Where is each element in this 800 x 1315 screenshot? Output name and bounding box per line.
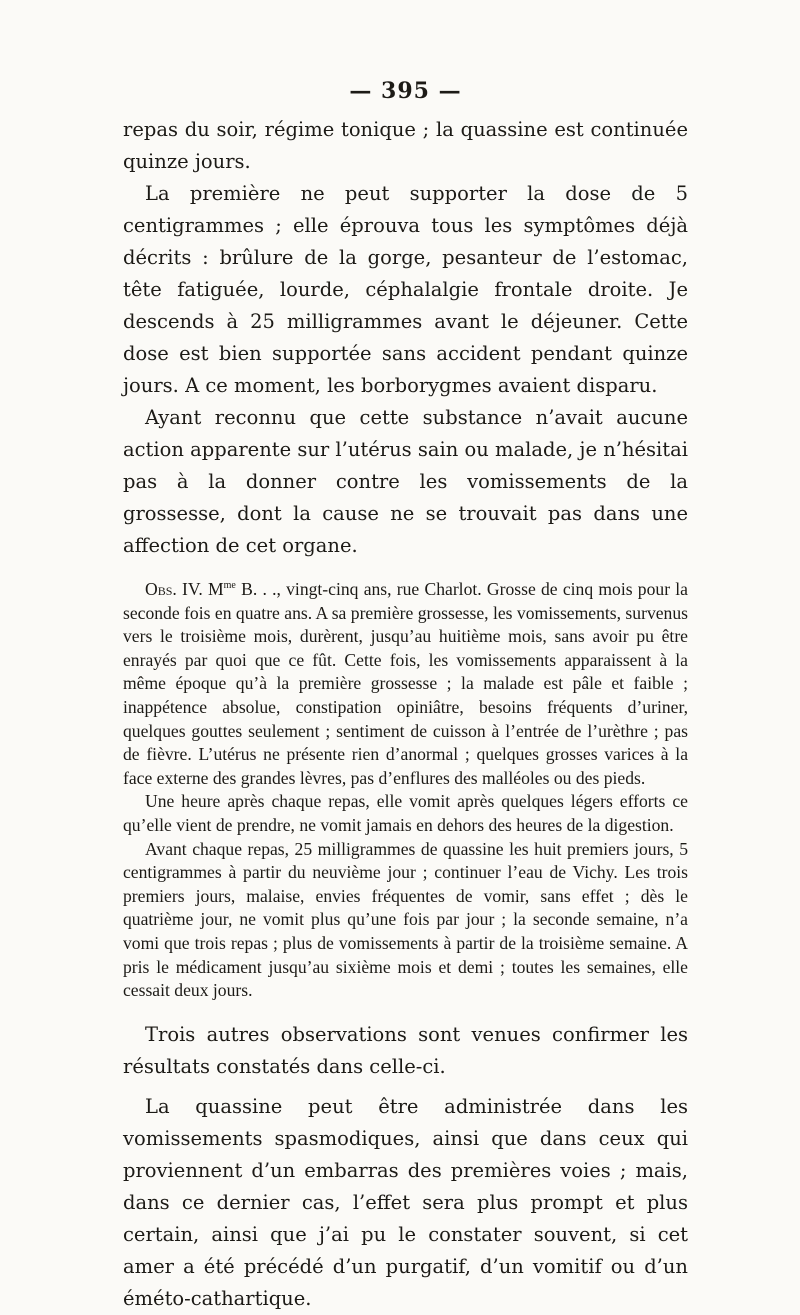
observation-paragraph-case <box>123 578 688 790</box>
paragraph-continuation: repas du soir, régime tonique ; la quassine est continuée quinze jours. <box>123 118 688 173</box>
observation-label: Obs. IV. <box>145 579 203 599</box>
observation-iv <box>123 578 688 1003</box>
closing-text <box>123 1019 688 1315</box>
main-text <box>123 114 688 562</box>
page-number: — 395 — <box>349 78 462 104</box>
paragraph-administration: La quassine peut être administrée dans les vomissements spasmodiques, ainsi que dans ceux qui proviennent d’un embarras des premières voies ; mais, dans ce dernier cas, l’effet sera plus prompt et plus certain, ainsi que j’ai pu le constater souvent, si cet amer a été précédé d’un purgatif, d’un vomitif ou d’un éméto-cathartique. <box>123 1094 688 1310</box>
paragraph-dose-tolerance: La première ne peut supporter la dose de 5 centigrammes ; elle éprouva tous les symptômes déjà décrits : brûlure de la gorge, pesanteur de l’estomac, tête fatiguée, lourde, céphalalgie frontale droite. Je descends à 25 milligrammes avant le déjeuner. Cette dose est bien supportée sans accident pendant quinze jours. A ce moment, les borborygmes avaient disparu. <box>123 182 688 397</box>
observation-case-text: , vingt-cinq ans, rue Charlot. Grosse de cinq mois pour la seconde fois en quatre ans. A sa première grossesse, les vomissements, survenus vers le troisième mois, durèrent, jusqu’au huitième mois, sans avoir pu être enrayés par quoi que ce fût. Cette fois, les vomissements apparaissent à la même époque qu’à la première grossesse ; la malade est pâle et faible ; inappétence absolue, constipation opiniâtre, besoins fréquents d’uriner, quelques gouttes seulement ; sentiment de cuisson à l’entrée de l’urèthre ; pas de fièvre. L’utérus ne présente rien d’anormal ; quelques grosses varices à la face externe des grandes lèvres, pas d’enflures des malléoles ou des pieds. <box>123 579 688 788</box>
patient-initial: B. . . <box>235 579 277 599</box>
patient-title-superscript: me <box>223 580 236 591</box>
paragraph-other-observations: Trois autres observations sont venues confirmer les résultats constatés dans celle-ci. <box>123 1022 688 1078</box>
observation-paragraph-treatment: Avant chaque repas, 25 milligrammes de quassine les huit premiers jours, 5 centigrammes à partir du neuvième jour ; continuer l’eau de Vichy. Les trois premiers jours, malaise, envies fréquentes de vomir, sans effet ; dès le quatrième jour, ne vomit plus qu’une fois par jour ; la seconde semaine, n’a vomi que trois repas ; plus de vomissements à partir de la troisième semaine. A pris le médicament jusqu’au sixième mois et demi ; toutes les semaines, elle cessait deux jours. <box>123 838 688 1001</box>
observation-paragraph-vomiting: Une heure après chaque repas, elle vomit après quelques légers efforts ce qu’elle vient de prendre, ne vomit jamais en dehors des heures de la digestion. <box>123 791 688 835</box>
paragraph-pregnancy-use: Ayant reconnu que cette substance n’avait aucune action apparente sur l’utérus sain ou malade, je n’hésitai pas à la donner contre les vomissements de la grossesse, dont la cause ne se trouvait pas dans une affection de cet organe. <box>123 406 688 557</box>
patient-prefix: M <box>207 579 224 599</box>
